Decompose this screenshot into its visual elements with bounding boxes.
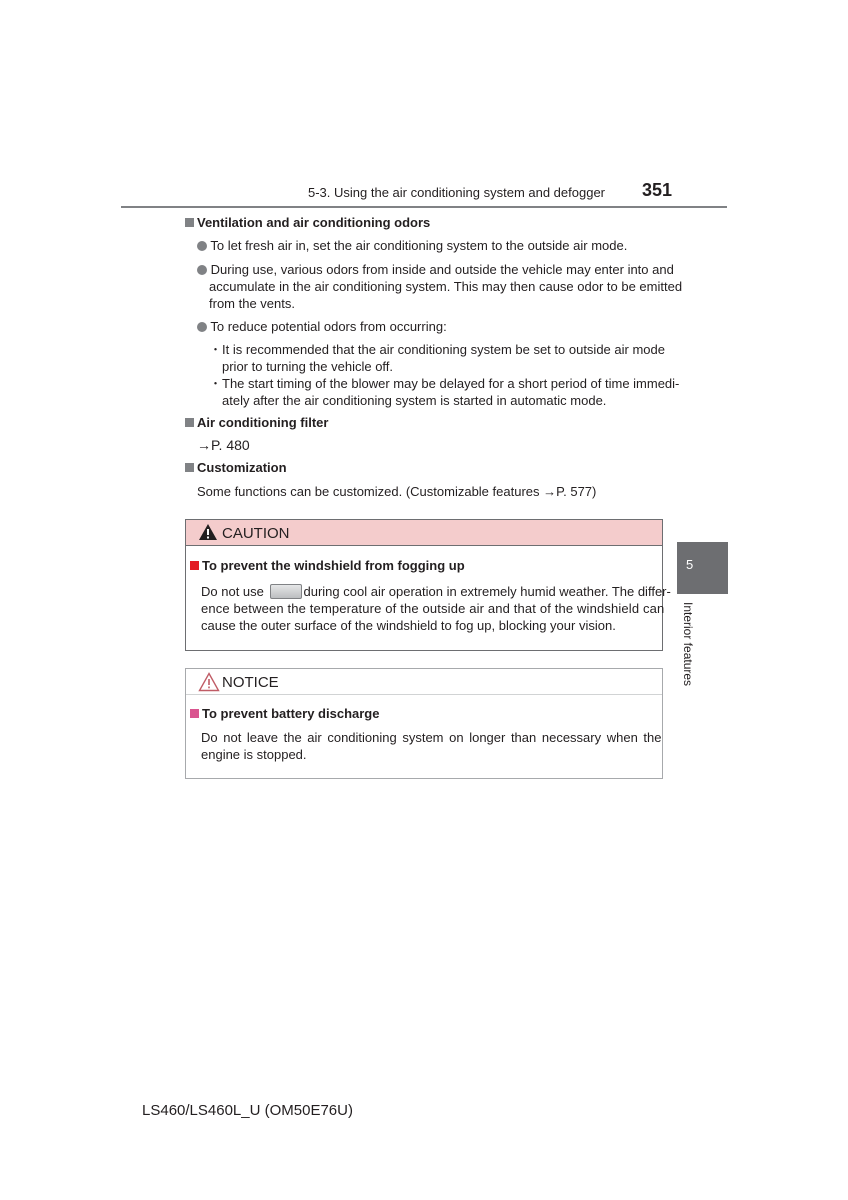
page-number: 351 bbox=[642, 180, 673, 200]
customization-heading: Customization bbox=[185, 460, 287, 475]
ventilation-bullet-1: To let fresh air in, set the air conditioning system to the outside air mode. bbox=[197, 237, 627, 254]
filter-heading: Air conditioning filter bbox=[185, 415, 328, 430]
square-bullet-icon bbox=[190, 709, 199, 718]
chapter-tab-number: 5 bbox=[686, 557, 694, 572]
arrow-icon: → bbox=[543, 484, 557, 499]
caution-label: CAUTION bbox=[222, 525, 290, 542]
square-bullet-icon bbox=[190, 561, 199, 570]
model-footer: LS460/LS460L_U (OM50E76U) bbox=[142, 1102, 353, 1119]
ventilation-sub-bullet-1: ・It is recommended that the air conditioning system be set to outside air mode prior to turning the vehicle off. bbox=[209, 342, 665, 374]
caution-heading: To prevent the windshield from fogging up bbox=[190, 558, 465, 573]
customization-text: Some functions can be customized. (Customizable features →P. 577) bbox=[197, 484, 597, 499]
dot-bullet-icon: ・ bbox=[209, 342, 223, 357]
square-bullet-icon bbox=[185, 418, 194, 427]
header-divider bbox=[121, 206, 727, 208]
warning-triangle-outline-icon bbox=[198, 672, 220, 692]
circle-bullet-icon bbox=[197, 322, 207, 332]
chapter-tab-label: Interior features bbox=[681, 602, 695, 687]
notice-heading: To prevent battery discharge bbox=[190, 706, 379, 721]
circle-bullet-icon bbox=[197, 241, 207, 251]
square-bullet-icon bbox=[185, 463, 194, 472]
chapter-tab bbox=[677, 542, 728, 594]
arrow-icon: → bbox=[197, 437, 211, 453]
square-bullet-icon bbox=[185, 218, 194, 227]
defogger-button-icon bbox=[270, 584, 302, 599]
section-title: 5-3. Using the air conditioning system and defogger bbox=[308, 185, 606, 200]
ventilation-sub-bullet-2: ・The start timing of the blower may be delayed for a short period of time immedi- ately after the air conditioning system is started in automatic mode. bbox=[209, 376, 680, 408]
notice-label: NOTICE bbox=[222, 674, 279, 691]
ventilation-heading: Ventilation and air conditioning odors bbox=[185, 215, 430, 230]
warning-triangle-icon bbox=[198, 523, 218, 541]
notice-divider bbox=[186, 694, 662, 695]
caution-text: Do not use during cool air operation in extremely humid weather. The differ- ence between the temperature of the outside air and that of the windshield can cause the outer surface of the windshield to fog up, blocking your vision. bbox=[201, 584, 671, 633]
notice-text: Do not leave the air conditioning system on longer than necessary when the engine is stopped. bbox=[201, 730, 662, 762]
circle-bullet-icon bbox=[197, 265, 207, 275]
filter-reference: →P. 480 bbox=[197, 437, 250, 453]
ventilation-bullet-2: During use, various odors from inside and outside the vehicle may enter into and accumulate in the air conditioning system. This may then cause odor to be emitted from the vents. bbox=[197, 261, 667, 312]
dot-bullet-icon: ・ bbox=[209, 376, 223, 391]
ventilation-bullet-3: To reduce potential odors from occurring: bbox=[197, 318, 447, 335]
